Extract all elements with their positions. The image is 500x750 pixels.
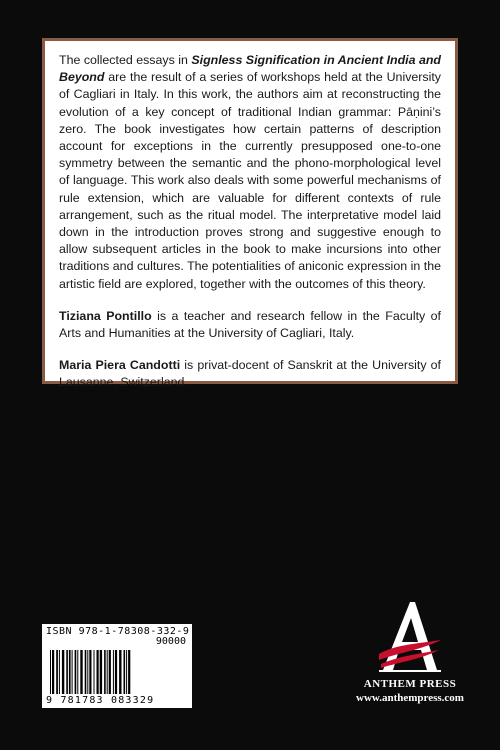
barcode-bars	[48, 650, 186, 694]
author-bio-text: is a teacher and research fellow in the Faculty of Arts and Humanities at the University of Cagliari, Italy.	[59, 308, 441, 341]
barcode-bar	[109, 650, 111, 694]
description-paragraph	[59, 52, 441, 293]
barcode-bar	[66, 650, 68, 694]
description-text-start: The collected essays in	[59, 53, 192, 67]
isbn-label: ISBN 978-1-78308-332-9	[46, 626, 190, 637]
barcode-bar	[128, 650, 130, 694]
barcode-bar	[94, 650, 95, 694]
barcode-bar	[72, 650, 73, 694]
anthem-a-logo-icon	[375, 600, 445, 674]
author-name: Maria Piera Candotti	[59, 358, 181, 373]
barcode-bar	[52, 650, 54, 694]
barcode-bar	[69, 650, 71, 694]
barcode-bar	[104, 650, 106, 694]
barcode-bar	[97, 650, 99, 694]
isbn-barcode	[42, 624, 192, 708]
barcode-bar	[107, 650, 108, 694]
barcode-bar	[56, 650, 58, 694]
barcode-bar	[119, 650, 121, 694]
author-name: Tiziana Pontillo	[59, 308, 152, 323]
barcode-bar	[77, 650, 78, 694]
barcode-bar	[124, 650, 126, 694]
barcode-bar	[87, 650, 88, 694]
barcode-bar	[113, 650, 114, 694]
barcode-bar	[50, 650, 51, 694]
barcode-bar	[75, 650, 77, 694]
author-bio	[59, 357, 441, 391]
barcode-bar	[85, 650, 87, 694]
barcode-bar	[115, 650, 117, 694]
description-text-rest: are the result of a series of workshops held at the University of Cagliari in Italy. In this work, the authors aim at reconstructing the evolution of a key concept of traditional Indian grammar: Pāṇini’s zero. The book investigates how certain patterns of description account for exceptions in the currently presupposed one-to-one symmetry between the semantic and the phono-morphological level of language. This work also deals with some powerful mechanisms of rule extension, which are valuable for different contexts of rule arrangement, such as the ritual model. The interpretative model laid down in the introduction proves strong and suggestive enough to allow subsequent articles in the book to make incursions into other traditions and cultures. The potentialities of aniconic expression in the artistic field are explored, together with the outcomes of this theory.	[59, 70, 441, 291]
publisher-name: ANTHEM PRESS	[363, 678, 457, 690]
author-bio	[59, 308, 441, 342]
publisher-url[interactable]: www.anthempress.com	[356, 692, 464, 704]
barcode-bar	[80, 650, 82, 694]
author-bio-text: is privat-docent of Sanskrit at the University of Lausanne, Switzerland.	[59, 358, 441, 390]
barcode-bar	[89, 650, 91, 694]
price-code: 90000	[155, 636, 186, 647]
ean-digits: 9 781783 083329	[46, 695, 155, 706]
barcode-bar	[126, 650, 127, 694]
book-title: Signless Signification in Ancient India and Beyond	[59, 53, 441, 85]
barcode-bar	[62, 650, 64, 694]
publisher-block	[320, 600, 500, 720]
back-cover-blurb	[42, 38, 458, 390]
barcode-bar	[100, 650, 102, 694]
barcode-bar	[59, 650, 60, 694]
